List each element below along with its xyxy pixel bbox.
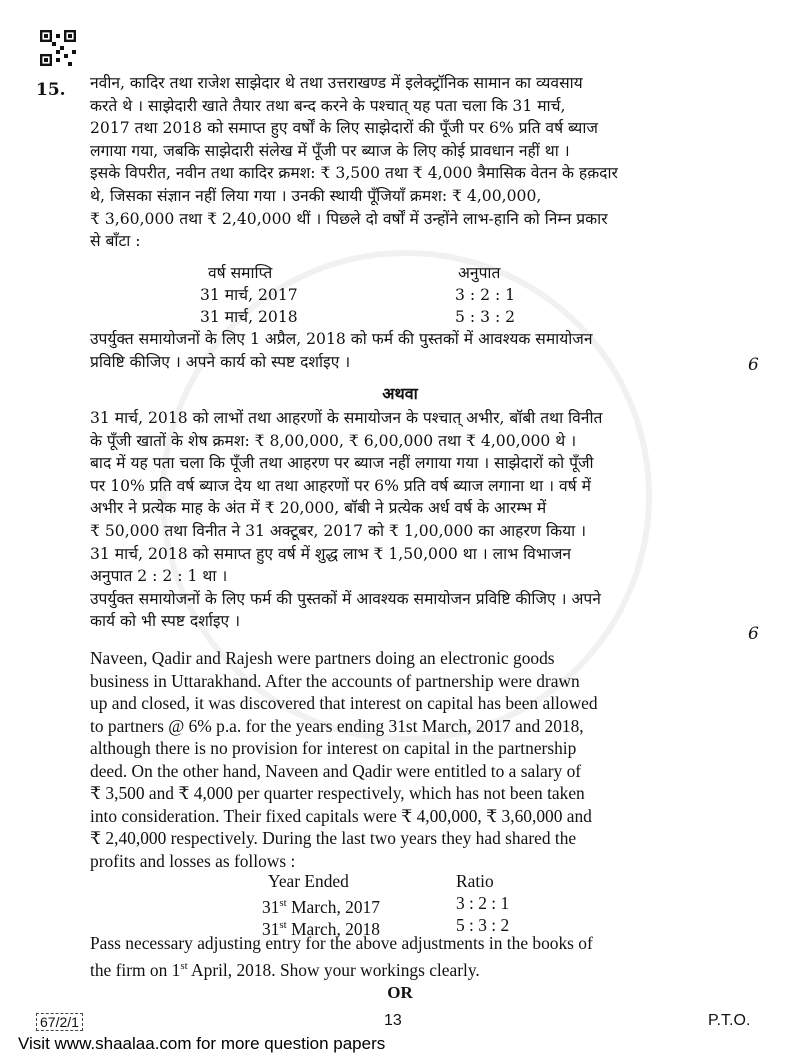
text-line: लगाया गया, जबकि साझेदारी संलेख में पूँजी पर ब्याज के लिए कोई प्रावधान नहीं था ।: [90, 141, 570, 160]
text-line: up and closed, it was discovered that interest on capital has been allowed: [90, 693, 598, 713]
text-line: deed. On the other hand, Naveen and Qadir were entitled to a salary of: [90, 760, 582, 781]
text-line: ₹ 2,40,000 respectively. During the last two years they had shared the: [90, 828, 577, 848]
paper-code: 67/2/1: [36, 1013, 83, 1031]
text-line: to partners @ 6% p.a. for the years ending 31st March, 2017 and 2018,: [90, 715, 584, 736]
hindi-question-text: [90, 72, 740, 253]
text-line: इसके विपरीत, नवीन तथा कादिर क्रमश: ₹ 3,500 तथा ₹ 4,000 त्रैमासिक वेतन के हक़दार: [90, 164, 618, 183]
text-line: प्रविष्टि कीजिए । अपने कार्य को स्पष्ट दर्शाइए ।: [90, 352, 351, 371]
english-instruction: [90, 932, 740, 981]
text-line: ₹ 3,500 and ₹ 4,000 per quarter respectively, which has not been taken: [90, 783, 585, 803]
text-line: Pass necessary adjusting entry for the above adjustments in the books of: [90, 933, 593, 953]
question-number: 15.: [36, 80, 66, 100]
text-line: ₹ 3,60,000 तथा ₹ 2,40,000 थीं । पिछले दो वर्षों में उन्होंने लाभ-हानि को निम्न प्रकार: [90, 209, 608, 228]
text-line: profits and losses as follows :: [90, 850, 296, 871]
table-cell: 5 : 3 : 2: [456, 915, 510, 935]
hindi-alternative-question: [90, 407, 740, 633]
or-separator-hindi: अथवा: [382, 384, 418, 403]
table-header: Year Ended: [268, 871, 349, 891]
shaalaa-link[interactable]: Visit www.shaalaa.com for more question papers: [18, 1034, 386, 1053]
text-line: the firm on 1st April, 2018. Show your workings clearly.: [90, 959, 480, 980]
text-line: 31 मार्च, 2018 को लाभों तथा आहरणों के समायोजन के पश्चात् अभीर, बॉबी तथा विनीत: [90, 409, 603, 427]
hindi-ratio-table: [200, 262, 560, 328]
text-line: उपर्युक्त समायोजनों के लिए 1 अप्रैल, 2018 को फर्म की पुस्तकों में आवश्यक समायोजन: [90, 330, 593, 348]
text-line: उपर्युक्त समायोजनों के लिए फर्म की पुस्तकों में आवश्यक समायोजन प्रविष्टि कीजिए । अपने: [90, 589, 601, 608]
qr-code-icon: [40, 30, 76, 66]
text-line: पर 10% प्रति वर्ष ब्याज देय था तथा आहरणों पर 6% प्रति वर्ष ब्याज लगाना था । वर्ष में: [90, 476, 591, 495]
text-line: अनुपात 2 : 2 : 1 था ।: [90, 567, 228, 586]
table-cell: 31 मार्च, 2018: [200, 308, 298, 326]
text-line: 2017 तथा 2018 को समाप्त हुए वर्षों के लिए साझेदारों की पूँजी पर 6% प्रति वर्ष ब्याज: [90, 119, 598, 138]
table-cell: 3 : 2 : 1: [455, 286, 516, 304]
table-cell: 5 : 3 : 2: [455, 308, 516, 326]
text-line: although there is no provision for interest on capital in the partnership: [90, 738, 577, 758]
text-line: थे, जिसका संज्ञान नहीं लिया गया । उनकी स्थायी पूँजियाँ क्रमश: ₹ 4,00,000,: [90, 186, 542, 205]
pto-label: P.T.O.: [708, 1012, 751, 1029]
table-header: Ratio: [456, 871, 494, 891]
table-cell: 31st March, 2017: [262, 896, 380, 917]
text-line: अभीर ने प्रत्येक माह के अंत में ₹ 20,000, बॉबी ने प्रत्येक अर्ध वर्ष के आरम्भ में: [90, 499, 547, 518]
marks-label: 6: [748, 624, 759, 644]
table-cell: 3 : 2 : 1: [456, 893, 510, 913]
hindi-instruction: [90, 328, 740, 373]
text-line: business in Uttarakhand. After the accounts of partnership were drawn: [90, 670, 580, 691]
text-line: करते थे । साझेदारी खाते तैयार तथा बन्द करने के पश्चात् यह पता चला कि 31 मार्च,: [90, 96, 566, 115]
table-cell: 31 मार्च, 2017: [200, 286, 298, 304]
table-header: अनुपात: [458, 264, 501, 282]
text-line: into consideration. Their fixed capitals were ₹ 4,00,000, ₹ 3,60,000 and: [90, 805, 592, 826]
table-header: वर्ष समाप्ति: [208, 264, 273, 282]
english-ratio-table: [262, 870, 562, 940]
text-line: कार्य को भी स्पष्ट दर्शाइए ।: [90, 612, 241, 631]
marks-label: 6: [748, 355, 759, 375]
english-question-text: [90, 647, 740, 872]
text-line: Naveen, Qadir and Rajesh were partners doing an electronic goods: [90, 648, 555, 668]
text-line: ₹ 50,000 तथा विनीत ने 31 अक्टूबर, 2017 को ₹ 1,00,000 का आहरण किया ।: [90, 521, 587, 540]
text-line: 31 मार्च, 2018 को समाप्त हुए वर्ष में शुद्ध लाभ ₹ 1,50,000 था । लाभ विभाजन: [90, 544, 572, 563]
text-line: नवीन, कादिर तथा राजेश साझेदार थे तथा उत्तराखण्ड में इलेक्ट्रॉनिक सामान का व्यवसाय: [90, 74, 583, 92]
text-line: के पूँजी खातों के शेष क्रमश: ₹ 8,00,000, ₹ 6,00,000 तथा ₹ 4,00,000 थे ।: [90, 431, 577, 450]
text-line: बाद में यह पता चला कि पूँजी तथा आहरण पर ब्याज नहीं लगाया गया । साझेदारों को पूँजी: [90, 454, 594, 473]
table-cell: 31st March, 2018: [262, 918, 380, 939]
text-line: से बाँटा :: [90, 232, 141, 251]
or-separator-english: OR: [387, 983, 413, 1002]
page-number: 13: [384, 1012, 402, 1029]
